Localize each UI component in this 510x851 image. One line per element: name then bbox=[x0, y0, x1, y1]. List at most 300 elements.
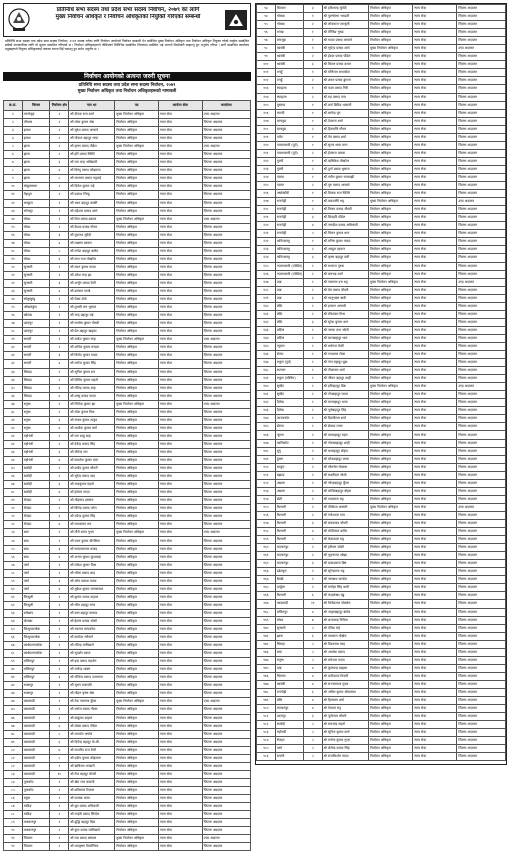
cell-constituency: ५ bbox=[303, 230, 322, 238]
cell-constituency: ४ bbox=[50, 489, 69, 497]
left-column bbox=[3, 3, 251, 849]
table-row bbox=[4, 738, 251, 746]
table-row bbox=[4, 666, 251, 674]
cell-service: न्याय सेवा bbox=[413, 77, 457, 85]
cell-constituency: २ bbox=[50, 344, 69, 352]
cell-constituency: ३ bbox=[50, 577, 69, 585]
table-row bbox=[257, 351, 506, 359]
cell-post: निर्वाचन अधिकृत bbox=[115, 794, 159, 802]
cell-name: श्री सरोज प्रसाद गौतम bbox=[69, 706, 115, 714]
cell-name: श्री छेवाङ लामा bbox=[322, 423, 368, 431]
cell-name: श्री रामाशंकर राय bbox=[69, 521, 115, 529]
cell-name: श्री गंगा बहादुर बुढा bbox=[322, 359, 368, 367]
cell-sn: ७ bbox=[4, 159, 23, 167]
cell-name: श्री कर्म छिरिङ थकाली bbox=[322, 101, 368, 109]
cell-post: निर्वाचन अधिकृत bbox=[115, 754, 159, 762]
cell-sn: १८५ bbox=[257, 745, 276, 753]
cell-name: श्री जगदीश प्रसाद अधिकारी bbox=[322, 222, 368, 230]
table-row bbox=[4, 714, 251, 722]
cell-sn: ५० bbox=[4, 505, 23, 513]
cell-district: बागलुङ bbox=[275, 125, 303, 133]
cell-district: कपिलवस्तु bbox=[275, 246, 303, 254]
cell-name: श्री नेत्र प्रसाद शर्मा bbox=[322, 133, 368, 141]
cell-constituency: ३ bbox=[50, 545, 69, 553]
cell-sn: १७ bbox=[4, 239, 23, 247]
cell-service: न्याय सेवा bbox=[158, 183, 202, 191]
cell-sn: ६० bbox=[4, 585, 23, 593]
table-row bbox=[257, 238, 506, 246]
cell-office: जिल्ला अदालत bbox=[457, 125, 506, 133]
cell-office: जिल्ला अदालत bbox=[457, 326, 506, 334]
cell-office: जिल्ला अदालत bbox=[202, 634, 250, 642]
cell-constituency: १ bbox=[50, 320, 69, 328]
cell-district: झापा bbox=[22, 143, 50, 151]
table-row bbox=[257, 632, 506, 640]
section-title-line-1: प्रतिनिधि सभा सदस्य तथा प्रदेश सभा सदस्य निर्वाचन, २०७९ bbox=[78, 83, 176, 88]
cell-sn: ४८ bbox=[4, 489, 23, 497]
table-row bbox=[257, 544, 506, 552]
table-row bbox=[257, 222, 506, 230]
cell-constituency: ३ bbox=[303, 5, 322, 13]
cell-constituency: २ bbox=[303, 165, 322, 173]
cell-sn: १२२ bbox=[257, 238, 276, 246]
cell-name: श्री भानुभक्त खत्री bbox=[322, 294, 368, 302]
cell-post: निर्वाचन अधिकृत bbox=[369, 109, 413, 117]
table-row bbox=[257, 552, 506, 560]
cell-district: रौतहट bbox=[22, 497, 50, 505]
cell-name: श्री किरण प्रसाद बराल bbox=[322, 61, 368, 69]
cell-district: संखुवासभा bbox=[22, 183, 50, 191]
cell-post: निर्वाचन अधिकृत bbox=[369, 294, 413, 302]
cell-constituency: ३ bbox=[303, 520, 322, 528]
cell-service: न्याय सेवा bbox=[413, 61, 457, 69]
cell-sn: १३८ bbox=[257, 367, 276, 375]
cell-service: न्याय सेवा bbox=[158, 135, 202, 143]
table-row bbox=[4, 473, 251, 481]
cell-district: बारा bbox=[22, 537, 50, 545]
cell-district: काठमाडौं bbox=[22, 738, 50, 746]
cell-name: श्री नरेन्द्रबहादुर कुँवर bbox=[322, 479, 368, 487]
cell-office: जिल्ला अदालत bbox=[202, 151, 250, 159]
cell-service: न्याय सेवा bbox=[158, 368, 202, 376]
cell-office: जिल्ला अदालत bbox=[457, 101, 506, 109]
cell-name: श्री शरदचन्द्र निरौला bbox=[322, 616, 368, 624]
cell-constituency: २ bbox=[303, 270, 322, 278]
cell-office: जिल्ला अदालत bbox=[202, 674, 250, 682]
cell-office: जिल्ला अदालत bbox=[202, 320, 250, 328]
cell-district: काठमाडौं bbox=[22, 754, 50, 762]
cell-service: न्याय सेवा bbox=[158, 231, 202, 239]
cell-constituency: १ bbox=[303, 262, 322, 270]
cell-sn: ३२ bbox=[4, 360, 23, 368]
cell-constituency: १ bbox=[50, 835, 69, 843]
cell-name: श्री रमेश कुमार श्रेष्ठ bbox=[69, 119, 115, 127]
cell-office: जिल्ला अदालत bbox=[457, 664, 506, 672]
cell-sn: १० bbox=[4, 183, 23, 191]
cell-service: न्याय सेवा bbox=[158, 239, 202, 247]
cell-district: कपिलवस्तु bbox=[275, 254, 303, 262]
cell-name: श्री हरिदत्त जोशी bbox=[322, 544, 368, 552]
cell-sn: १८१ bbox=[257, 713, 276, 721]
cell-office: जिल्ला अदालत bbox=[457, 29, 506, 37]
cell-name: श्री नारायण दत्त भट्ट bbox=[322, 278, 368, 286]
cell-service: न्याय सेवा bbox=[158, 111, 202, 119]
cell-constituency: १ bbox=[303, 576, 322, 584]
cell-name: श्री पेम्बा शेर्पा bbox=[69, 296, 115, 304]
cell-service: न्याय सेवा bbox=[158, 448, 202, 456]
cell-constituency: १ bbox=[303, 463, 322, 471]
cell-name: श्री विष्णु प्रसाद कोइराला bbox=[69, 167, 115, 175]
cell-district: झापा bbox=[22, 167, 50, 175]
cell-sn: १४८ bbox=[257, 447, 276, 455]
cell-sn: १०० bbox=[257, 61, 276, 69]
cell-district: सर्लाही bbox=[275, 721, 303, 729]
cell-district: सुर्खेत bbox=[275, 391, 303, 399]
cell-service: न्याय सेवा bbox=[158, 601, 202, 609]
cell-post: निर्वाचन अधिकृत bbox=[369, 688, 413, 696]
cell-constituency: ५ bbox=[50, 175, 69, 183]
cell-name: श्री मोहन कृष्ण श्रेष्ठ bbox=[69, 690, 115, 698]
cell-post: निर्वाचन अधिकृत bbox=[369, 584, 413, 592]
cell-sn: ११५ bbox=[257, 182, 276, 190]
cell-name: श्री लालबहादुर थारु bbox=[322, 334, 368, 342]
cell-office: जिल्ला अदालत bbox=[202, 722, 250, 730]
cell-service: न्याय सेवा bbox=[158, 279, 202, 287]
cell-district: मोरङ bbox=[22, 231, 50, 239]
cell-post: निर्वाचन अधिकृत bbox=[115, 730, 159, 738]
right-table-body bbox=[257, 5, 506, 761]
cell-service: न्याय सेवा bbox=[158, 569, 202, 577]
cell-post: निर्वाचन अधिकृत bbox=[115, 642, 159, 650]
cell-post: निर्वाचन अधिकृत bbox=[115, 167, 159, 175]
table-row bbox=[257, 399, 506, 407]
cell-post: निर्वाचन अधिकृत bbox=[115, 609, 159, 617]
cell-service: न्याय सेवा bbox=[158, 465, 202, 473]
cell-office: जिल्ला अदालत bbox=[202, 263, 250, 271]
cell-name: श्री युवराज सुवेदी bbox=[69, 231, 115, 239]
table-row bbox=[4, 642, 251, 650]
cell-post: निर्वाचन अधिकृत bbox=[115, 561, 159, 569]
cell-post: निर्वाचन अधिकृत bbox=[115, 239, 159, 247]
cell-sn: १५० bbox=[257, 463, 276, 471]
cell-service: न्याय सेवा bbox=[413, 568, 457, 576]
cell-sn: ९१ bbox=[4, 835, 23, 843]
cell-service: न्याय सेवा bbox=[413, 753, 457, 761]
cell-office: जिल्ला अदालत bbox=[202, 537, 250, 545]
cell-sn: १३९ bbox=[257, 375, 276, 383]
cell-service: न्याय सेवा bbox=[158, 432, 202, 440]
cell-district: पर्सा bbox=[22, 585, 50, 593]
cell-service: न्याय सेवा bbox=[413, 262, 457, 270]
table-row bbox=[4, 770, 251, 778]
cell-service: न्याय सेवा bbox=[413, 165, 457, 173]
cell-name: श्री बलभद्र शर्मा bbox=[322, 270, 368, 278]
cell-name: श्री केशवदत्त भट्ट bbox=[322, 536, 368, 544]
table-row bbox=[4, 513, 251, 521]
table-row bbox=[4, 698, 251, 706]
table-row bbox=[257, 753, 506, 761]
cell-office: जिल्ला अदालत bbox=[457, 688, 506, 696]
cell-post: निर्वाचन अधिकृत bbox=[115, 634, 159, 642]
cell-office: जिल्ला अदालत bbox=[202, 231, 250, 239]
cell-service: न्याय सेवा bbox=[158, 666, 202, 674]
cell-district: पर्सा bbox=[22, 569, 50, 577]
cell-constituency: ४ bbox=[303, 528, 322, 536]
cell-constituency: ५ bbox=[303, 624, 322, 632]
cell-office: जिल्ला अदालत bbox=[202, 754, 250, 762]
cell-constituency: २ bbox=[303, 391, 322, 399]
cell-district: नवलपरासी (पूर्व) bbox=[275, 141, 303, 149]
cell-constituency: १ bbox=[50, 304, 69, 312]
cell-constituency: २ bbox=[50, 650, 69, 658]
cell-sn: ६३ bbox=[4, 609, 23, 617]
cell-office: जिल्ला अदालत bbox=[202, 368, 250, 376]
cell-office: उच्च अदालत bbox=[457, 45, 506, 53]
cell-name: श्री नरहरि प्रसाद सिग्देल bbox=[69, 811, 115, 819]
cell-district: मोरङ bbox=[22, 255, 50, 263]
cell-office: जिल्ला अदालत bbox=[457, 262, 506, 270]
cell-constituency: २ bbox=[303, 125, 322, 133]
cell-office: जिल्ला अदालत bbox=[202, 819, 250, 827]
cell-name: श्री रविन्द्र लामिछाने bbox=[69, 642, 115, 650]
cell-constituency: १ bbox=[50, 819, 69, 827]
cell-district: नवलपरासी (पूर्व) bbox=[275, 149, 303, 157]
cell-district: धनुषा bbox=[22, 408, 50, 416]
cell-constituency: ३ bbox=[50, 416, 69, 424]
cell-post: निर्वाचन अधिकृत bbox=[115, 175, 159, 183]
cell-sn: ५४ bbox=[4, 537, 23, 545]
cell-constituency: २ bbox=[303, 93, 322, 101]
cell-service: न्याय सेवा bbox=[413, 616, 457, 624]
cell-sn: १२५ bbox=[257, 262, 276, 270]
table-row bbox=[257, 359, 506, 367]
cell-district: बारा bbox=[22, 553, 50, 561]
cell-name: श्री मनोहर सिंह धामी bbox=[322, 584, 368, 592]
table-row bbox=[257, 511, 506, 519]
cell-office: जिल्ला अदालत bbox=[202, 344, 250, 352]
cell-name: श्री रुद्र प्रसाद पन्त bbox=[322, 93, 368, 101]
cell-post: निर्वाचन अधिकृत bbox=[369, 656, 413, 664]
cell-office: जिल्ला अदालत bbox=[202, 497, 250, 505]
cell-sn: ११८ bbox=[257, 206, 276, 214]
cell-service: न्याय सेवा bbox=[158, 819, 202, 827]
cell-district: पाल्पा bbox=[275, 173, 303, 181]
cell-office: जिल्ला अदालत bbox=[202, 811, 250, 819]
cell-post: निर्वाचन अधिकृत bbox=[115, 352, 159, 360]
table-row bbox=[257, 528, 506, 536]
table-row bbox=[257, 109, 506, 117]
cell-name: श्री इन्द्र प्रसाद महर्जन bbox=[69, 658, 115, 666]
cell-name: श्री नरेश कुमार मिश्र bbox=[69, 408, 115, 416]
cell-service: न्याय सेवा bbox=[158, 271, 202, 279]
cell-post: निर्वाचन अधिकृत bbox=[369, 262, 413, 270]
cell-constituency: ४ bbox=[50, 553, 69, 561]
cell-office: जिल्ला अदालत bbox=[457, 214, 506, 222]
table-row bbox=[257, 21, 506, 29]
cell-service: न्याय सेवा bbox=[413, 713, 457, 721]
cell-post: निर्वाचन अधिकृत bbox=[369, 592, 413, 600]
cell-post: निर्वाचन अधिकृत bbox=[115, 288, 159, 296]
table-row bbox=[4, 159, 251, 167]
table-row bbox=[4, 127, 251, 135]
cell-name: श्री गणेश बहादुर बस्नेत bbox=[69, 247, 115, 255]
cell-post: निर्वाचन अधिकृत bbox=[369, 53, 413, 61]
cell-constituency: ४ bbox=[50, 288, 69, 296]
cell-constituency: १ bbox=[303, 141, 322, 149]
cell-name: श्री भीम बहादुर मगर bbox=[69, 601, 115, 609]
cell-sn: २७ bbox=[4, 320, 23, 328]
table-row bbox=[257, 656, 506, 664]
cell-post: निर्वाचन अधिकृत bbox=[115, 650, 159, 658]
cell-post: निर्वाचन अधिकृत bbox=[369, 141, 413, 149]
cell-constituency: ३ bbox=[50, 279, 69, 287]
cell-constituency: १ bbox=[303, 157, 322, 165]
table-row bbox=[4, 569, 251, 577]
cell-sn: १३७ bbox=[257, 359, 276, 367]
cell-constituency: १ bbox=[50, 368, 69, 376]
cell-name: श्री शिव प्रसाद ढकाल bbox=[69, 215, 115, 223]
cell-office: जिल्ला अदालत bbox=[202, 119, 250, 127]
table-row bbox=[257, 713, 506, 721]
cell-office: जिल्ला अदालत bbox=[457, 520, 506, 528]
cell-name: श्री तारा नाथ पोखरेल bbox=[69, 255, 115, 263]
cell-name: श्री अवधेश प्रसाद bbox=[322, 648, 368, 656]
cell-service: न्याय सेवा bbox=[158, 690, 202, 698]
cell-district: बैतडी bbox=[275, 576, 303, 584]
cell-office: जिल्ला अदालत bbox=[457, 77, 506, 85]
cell-district: इलाम bbox=[22, 135, 50, 143]
cell-district: धनकुटा bbox=[22, 199, 50, 207]
cell-post: निर्वाचन अधिकृत bbox=[369, 520, 413, 528]
table-row bbox=[4, 360, 251, 368]
cell-sn: १३ bbox=[4, 207, 23, 215]
cell-service: न्याय सेवा bbox=[413, 125, 457, 133]
cell-name: श्री रविशंकर मिश्र bbox=[322, 310, 368, 318]
cell-service: न्याय सेवा bbox=[158, 304, 202, 312]
cell-service: न्याय सेवा bbox=[413, 286, 457, 294]
cell-post: निर्वाचन अधिकृत bbox=[115, 778, 159, 786]
cell-sn: ८३ bbox=[4, 770, 23, 778]
cell-post: निर्वाचन अधिकृत bbox=[369, 608, 413, 616]
cell-constituency: ३ bbox=[50, 714, 69, 722]
table-row bbox=[257, 439, 506, 447]
cell-district: रौतहट bbox=[22, 513, 50, 521]
cell-name: श्री प्रकाश लिम्बू bbox=[69, 191, 115, 199]
cell-post: निर्वाचन अधिकृत bbox=[369, 487, 413, 495]
cell-district: पाल्पा bbox=[275, 182, 303, 190]
cell-post: मुख्य निर्वाचन अधिकृत bbox=[369, 383, 413, 391]
cell-constituency: १ bbox=[50, 529, 69, 537]
cell-office: उच्च अदालत bbox=[202, 400, 250, 408]
cell-service: न्याय सेवा bbox=[158, 714, 202, 722]
cell-name: श्री भुवनराज ओझा bbox=[322, 552, 368, 560]
cell-office: जिल्ला अदालत bbox=[202, 794, 250, 802]
cell-constituency: १ bbox=[303, 503, 322, 511]
cell-office: जिल्ला अदालत bbox=[202, 762, 250, 770]
cell-sn: १६ bbox=[4, 231, 23, 239]
table-row bbox=[257, 29, 506, 37]
cell-name: श्री शिवहरि पौडेल bbox=[322, 214, 368, 222]
cell-service: न्याय सेवा bbox=[158, 175, 202, 183]
table-row bbox=[4, 497, 251, 505]
cell-post: निर्वाचन अधिकृत bbox=[369, 61, 413, 69]
cell-post: निर्वाचन अधिकृत bbox=[369, 326, 413, 334]
cell-name: श्री प्रेम बहादुर खड्का bbox=[69, 328, 115, 336]
cell-district: जुम्ला bbox=[275, 431, 303, 439]
cell-post: निर्वाचन अधिकृत bbox=[115, 151, 159, 159]
table-row bbox=[257, 182, 506, 190]
cell-sn: १०४ bbox=[257, 93, 276, 101]
cell-district: सर्लाही bbox=[22, 465, 50, 473]
cell-post: निर्वाचन अधिकृत bbox=[369, 206, 413, 214]
cell-office: जिल्ला अदालत bbox=[457, 672, 506, 680]
cell-name: श्री योगेन्द्र राय bbox=[69, 448, 115, 456]
cell-office: जिल्ला अदालत bbox=[457, 246, 506, 254]
cell-post: निर्वाचन अधिकृत bbox=[369, 230, 413, 238]
table-row bbox=[4, 199, 251, 207]
cell-service: न्याय सेवा bbox=[158, 585, 202, 593]
cell-sn: ४४ bbox=[4, 457, 23, 465]
cell-office: जिल्ला अदालत bbox=[457, 21, 506, 29]
cell-service: न्याय सेवा bbox=[158, 288, 202, 296]
cell-district: कैलाली bbox=[275, 503, 303, 511]
cell-sn: ११ bbox=[4, 191, 23, 199]
cell-name: श्री पदमराज भट्ट bbox=[322, 495, 368, 503]
cell-district: ललितपुर bbox=[22, 658, 50, 666]
cell-service: न्याय सेवा bbox=[413, 359, 457, 367]
table-row bbox=[257, 463, 506, 471]
cell-district: कञ्चनपुर bbox=[275, 552, 303, 560]
cell-office: जिल्ला अदालत bbox=[202, 328, 250, 336]
cell-post: निर्वाचन अधिकृत bbox=[115, 127, 159, 135]
cell-office: जिल्ला अदालत bbox=[457, 399, 506, 407]
cell-district: इलाम bbox=[22, 127, 50, 135]
cell-post: निर्वाचन अधिकृत bbox=[369, 729, 413, 737]
cell-post: निर्वाचन अधिकृत bbox=[369, 93, 413, 101]
cell-service: न्याय सेवा bbox=[158, 722, 202, 730]
cell-district: बागलुङ bbox=[275, 117, 303, 125]
table-row bbox=[257, 455, 506, 463]
cell-post: निर्वाचन अधिकृत bbox=[369, 375, 413, 383]
cell-office: जिल्ला अदालत bbox=[202, 658, 250, 666]
table-row bbox=[4, 304, 251, 312]
cell-service: न्याय सेवा bbox=[158, 416, 202, 424]
cell-service: न्याय सेवा bbox=[413, 278, 457, 286]
cell-service: न्याय सेवा bbox=[413, 447, 457, 455]
cell-post: मुख्य निर्वाचन अधिकृत bbox=[115, 835, 159, 843]
cell-district: नवलपरासी (पश्चिम) bbox=[275, 270, 303, 278]
table-row bbox=[257, 37, 506, 45]
cell-office: जिल्ला अदालत bbox=[202, 650, 250, 658]
cell-sn: ७४ bbox=[4, 698, 23, 706]
table-row bbox=[257, 270, 506, 278]
cell-office: जिल्ला अदालत bbox=[457, 334, 506, 342]
cell-district: बारा bbox=[22, 545, 50, 553]
cell-district: भोजपुर bbox=[22, 207, 50, 215]
cell-office: जिल्ला अदालत bbox=[457, 5, 506, 13]
cell-post: निर्वाचन अधिकृत bbox=[115, 279, 159, 287]
cell-sn: १६३ bbox=[257, 568, 276, 576]
table-row bbox=[4, 191, 251, 199]
table-row bbox=[4, 135, 251, 143]
cell-name: श्री धर्मराज केसी bbox=[322, 342, 368, 350]
cell-constituency: १ bbox=[303, 101, 322, 109]
cell-name: श्री ओम प्रकाश यादव bbox=[69, 577, 115, 585]
table-row bbox=[4, 706, 251, 714]
cell-constituency: २ bbox=[303, 407, 322, 415]
cell-office: जिल्ला अदालत bbox=[457, 222, 506, 230]
cell-name: श्री सुरेन्द्र प्रसाद शाह bbox=[69, 473, 115, 481]
